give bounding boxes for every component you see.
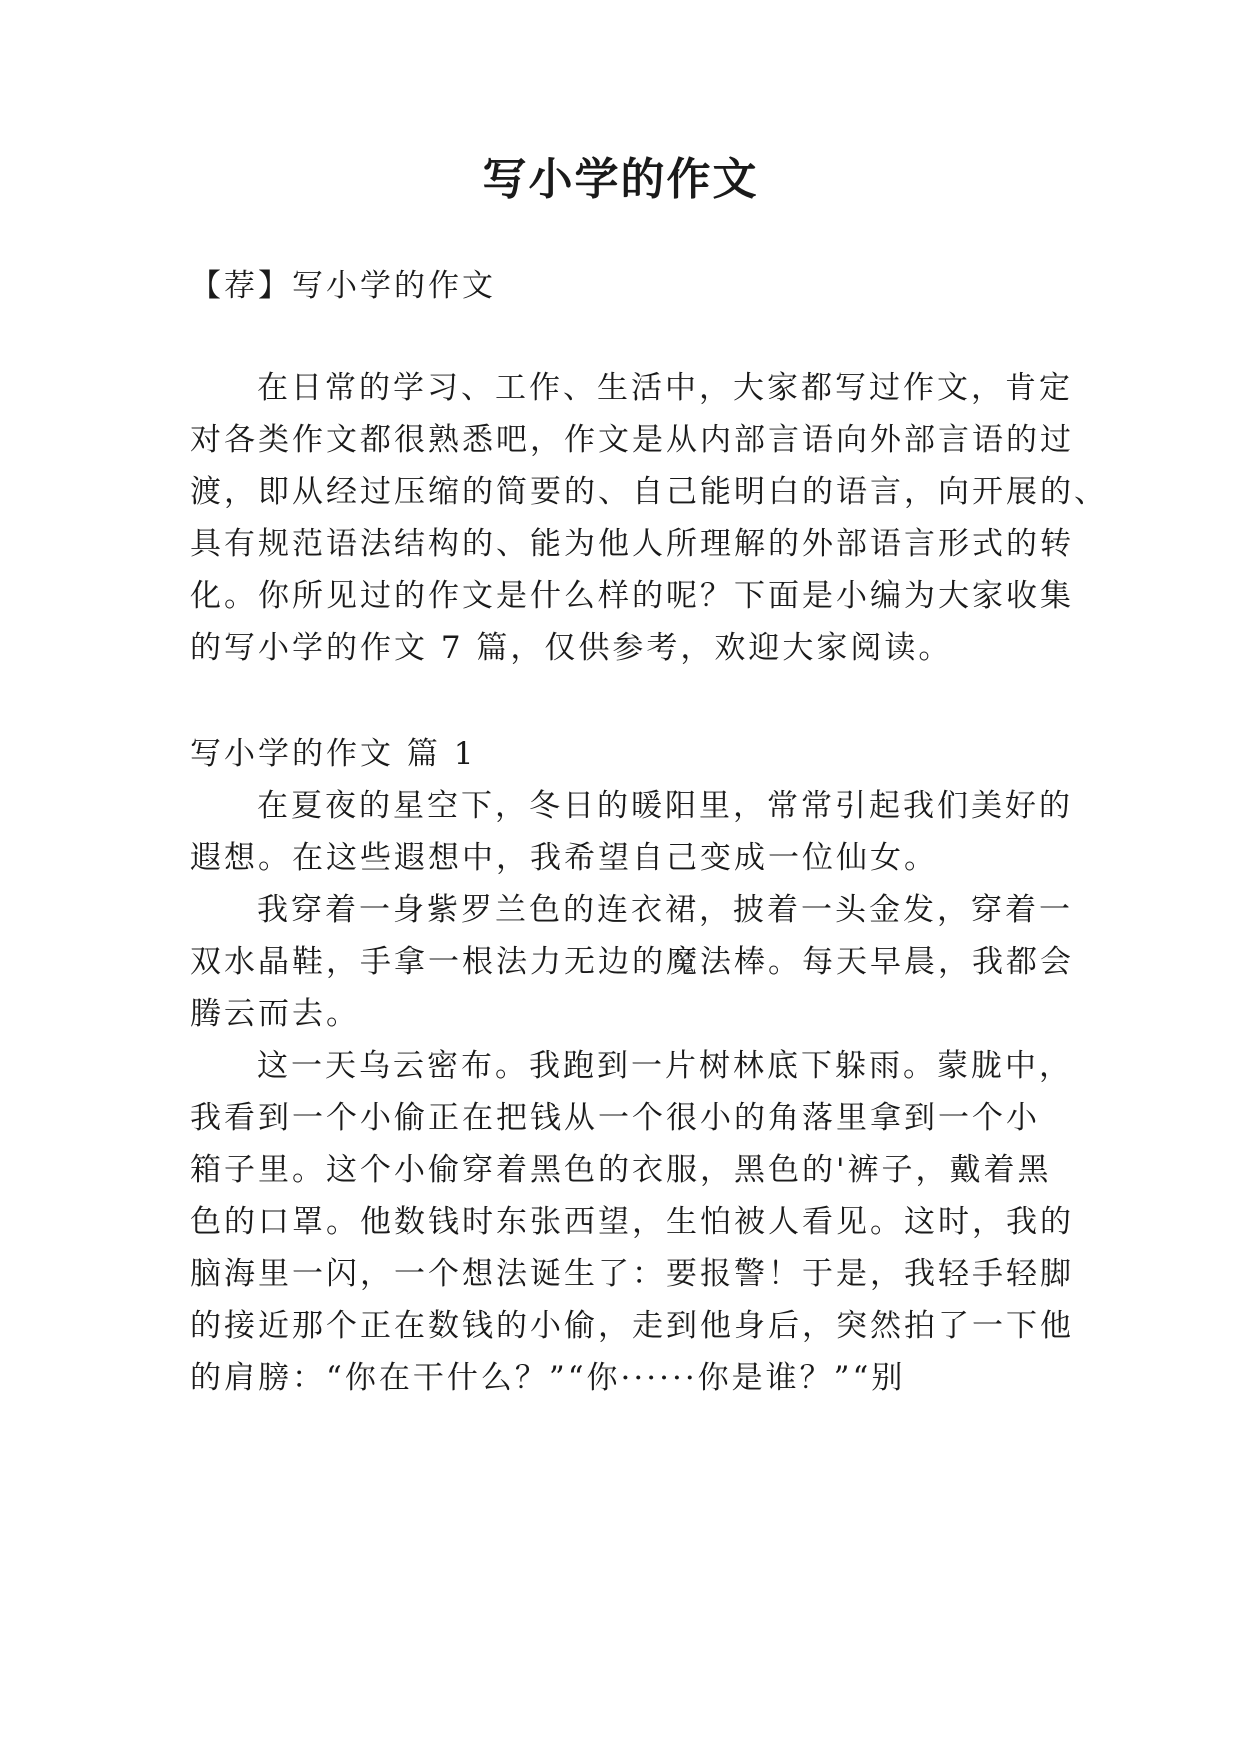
intro-line: 在日常的学习、工作、生活中，大家都写过作文，肯定 <box>257 370 1073 406</box>
paragraph-line: 我看到一个小偷正在把钱从一个很小的角落里拿到一个小 <box>190 1100 1040 1136</box>
paragraph-line: 箱子里。这个小偷穿着黑色的衣服，黑色的'裤子，戴着黑 <box>190 1152 1052 1188</box>
intro-line: 的写小学的作文 7 篇，仅供参考，欢迎大家阅读。 <box>190 630 953 666</box>
intro-line: 渡，即从经过压缩的简要的、自己能明白的语言，向开展的、 <box>190 474 1108 510</box>
paragraph-line: 这一天乌云密布。我跑到一片树林底下躲雨。蒙胧中， <box>257 1048 1073 1084</box>
paragraph-line: 色的口罩。他数钱时东张西望，生怕被人看见。这时，我的 <box>190 1204 1074 1240</box>
document-title: 写小学的作文 <box>482 154 759 205</box>
paragraph-line: 的接近那个正在数钱的小偷，走到他身后，突然拍了一下他 <box>190 1308 1074 1344</box>
intro-line: 对各类作文都很熟悉吧，作文是从内部言语向外部言语的过 <box>190 422 1074 458</box>
recommend-heading: 【荐】写小学的作文 <box>190 268 496 304</box>
section-heading: 写小学的作文 篇 1 <box>190 736 477 772</box>
paragraph-line: 我穿着一身紫罗兰色的连衣裙，披着一头金发，穿着一 <box>257 892 1073 928</box>
intro-line: 具有规范语法结构的、能为他人所理解的外部语言形式的转 <box>190 526 1074 562</box>
intro-line: 化。你所见过的作文是什么样的呢？下面是小编为大家收集 <box>190 578 1074 614</box>
paragraph-line: 双水晶鞋，手拿一根法力无边的魔法棒。每天早晨，我都会 <box>190 944 1074 980</box>
paragraph-line: 脑海里一闪，一个想法诞生了：要报警！于是，我轻手轻脚 <box>190 1256 1074 1292</box>
paragraph-line: 的肩膀：“你在干什么？”“你······你是谁？”“别 <box>190 1360 906 1396</box>
paragraph-line: 腾云而去。 <box>190 996 360 1032</box>
paragraph-line: 在夏夜的星空下，冬日的暖阳里，常常引起我们美好的 <box>257 788 1073 824</box>
paragraph-line: 遐想。在这些遐想中，我希望自己变成一位仙女。 <box>190 840 938 876</box>
